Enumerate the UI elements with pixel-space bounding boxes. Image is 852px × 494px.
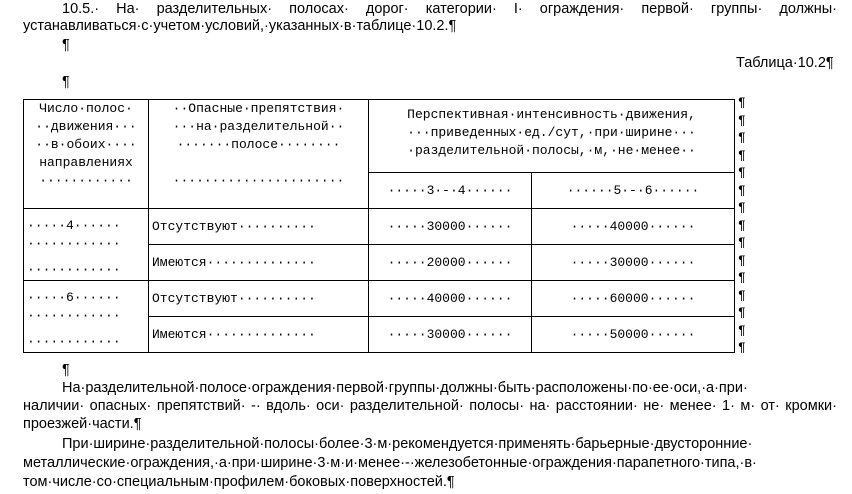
pilcrow: ¶ — [738, 322, 746, 338]
pilcrow: ¶ — [738, 270, 746, 285]
header-lanes-line: ··в·обоих···· — [35, 137, 137, 152]
lanes-line: ············ — [27, 334, 121, 349]
para1-line2: устанавливаться·с·учетом·условий,·указанных·в·таблице·10.2.¶ — [23, 18, 457, 34]
pilcrow: ¶ — [738, 217, 746, 233]
value-cell: ·····60000······ — [532, 281, 735, 317]
pilcrow: ¶ — [738, 130, 746, 145]
header-lanes-line: ··движения··· — [35, 119, 137, 134]
header-intensity-line: Перспективная·интенсивность·движения, — [407, 107, 696, 122]
header-lanes-line: Число·полос· — [39, 101, 133, 116]
pilcrow: ¶ — [738, 182, 746, 198]
empty-paragraph-mark: ¶ — [62, 74, 70, 90]
para3-line1: При·ширине·разделительной·полосы·более·3·м·рекомендуется·применять·барьерные·двусторонние· — [62, 436, 753, 452]
lanes-line: ·····4······ — [27, 218, 121, 233]
para2-line3: проезжей·части.¶ — [23, 416, 142, 432]
value-cell: ·····30000······ — [532, 245, 735, 281]
header-intensity — [369, 100, 735, 173]
header-width-5-6: ······5·-·6······ — [532, 173, 735, 209]
obstacle-cell: Имеются·············· — [149, 245, 369, 281]
empty-paragraph-mark: ¶ — [62, 37, 70, 53]
header-obstacles-line: ··Опасные·препятствия· — [172, 101, 345, 116]
para3-line3: том·числе·со·специальным·профилем·боковых·поверхностей.¶ — [23, 474, 455, 490]
lanes-cell-6 — [24, 281, 149, 353]
value-cell: ·····50000······ — [532, 317, 735, 353]
para2-line2: наличии· опасных· препятствий· -· вдоль· оси· разделительной· полосы· на· расстоянии· не· менее· 1· м· от· кромки· — [23, 398, 837, 414]
pilcrow: ¶ — [738, 252, 746, 268]
lanes-line: ············ — [27, 262, 121, 277]
pilcrow: ¶ — [738, 200, 746, 215]
value-cell: ·····40000······ — [532, 209, 735, 245]
header-lanes — [24, 100, 149, 209]
lanes-cell-4 — [24, 209, 149, 281]
pilcrow: ¶ — [738, 235, 746, 250]
obstacle-cell: Отсутствуют·········· — [149, 209, 369, 245]
lanes-line: ············ — [27, 236, 121, 251]
header-width-3-4: ·····3·-·4······ — [369, 173, 532, 209]
value-cell: ·····30000······ — [369, 209, 532, 245]
pilcrow: ¶ — [738, 165, 746, 180]
value-cell: ·····30000······ — [369, 317, 532, 353]
header-lanes-line: направлениях — [39, 155, 133, 170]
empty-paragraph-mark: ¶ — [62, 362, 70, 378]
header-lanes-line: ············ — [39, 173, 133, 188]
header-obstacles-line — [152, 154, 365, 172]
table-caption: Таблица·10.2¶ — [736, 55, 834, 71]
para1-line1: 10.5.· На· разделительных· полосах· дорог· категории· I· ограждения· первой· группы· должны· — [62, 1, 837, 17]
para2-line1: На·разделительной·полосе·ограждения·первой·группы·должны·быть·расположены·по·ее·оси,·а·при· — [62, 380, 748, 396]
obstacle-cell: Имеются·············· — [149, 317, 369, 353]
obstacle-cell: Отсутствуют·········· — [149, 281, 369, 317]
pilcrow: ¶ — [738, 95, 746, 110]
para3-line2: металлические·ограждения,·а·при·ширине·3·м·и·менее·-·железобетонные·ограждения·парапетного·типа,·в· — [23, 455, 757, 471]
pilcrow: ¶ — [738, 340, 746, 355]
header-intensity-line: ·разделительной·полосы,·м,·не·менее·· — [407, 143, 696, 158]
lanes-line: ············ — [27, 308, 121, 323]
value-cell: ·····40000······ — [369, 281, 532, 317]
pilcrow: ¶ — [738, 112, 746, 128]
header-obstacles-line: ······················ — [172, 173, 345, 188]
header-intensity-line: ···приведенных·ед./сут,·при·ширине··· — [407, 125, 696, 140]
header-obstacles — [149, 100, 369, 209]
header-obstacles-line: ···на·разделительной·· — [172, 119, 345, 134]
lanes-line: ·····6······ — [27, 290, 121, 305]
header-obstacles-line: ·······полосе········ — [176, 137, 341, 152]
pilcrow: ¶ — [738, 287, 746, 303]
pilcrow: ¶ — [738, 305, 746, 320]
row-end-marks — [738, 94, 752, 357]
value-cell: ·····20000······ — [369, 245, 532, 281]
intensity-table — [23, 99, 735, 353]
pilcrow: ¶ — [738, 147, 746, 163]
